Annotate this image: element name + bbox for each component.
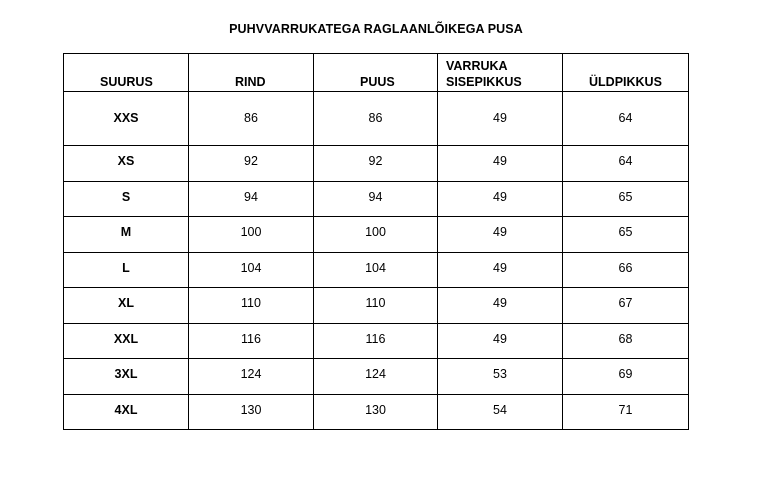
cell-chest: 94 (189, 181, 314, 217)
cell-total: 65 (563, 217, 689, 253)
cell-size: L (64, 252, 189, 288)
cell-sleeve: 53 (438, 359, 563, 395)
cell-waist: 124 (314, 359, 438, 395)
cell-sleeve: 49 (438, 146, 563, 182)
table-row (64, 288, 689, 324)
cell-chest: 130 (189, 394, 314, 430)
cell-sleeve: 49 (438, 288, 563, 324)
header-sleeve-line2: SISEPIKKUS (446, 75, 522, 89)
cell-size: XS (64, 146, 189, 182)
table-row (64, 181, 689, 217)
table-row (64, 217, 689, 253)
header-total-length: ÜLDPIKKUS (563, 54, 689, 92)
header-sleeve-line1: VARRUKA (446, 59, 508, 73)
cell-total: 71 (563, 394, 689, 430)
document-title: PUHVVARRUKATEGA RAGLAANLÕIKEGA PUSA (229, 22, 523, 36)
cell-chest: 110 (189, 288, 314, 324)
cell-sleeve: 49 (438, 181, 563, 217)
table-row (64, 92, 689, 146)
table-row (64, 323, 689, 359)
table-row (64, 146, 689, 182)
table-header-row (64, 54, 689, 92)
table-row (64, 252, 689, 288)
cell-chest: 86 (189, 92, 314, 146)
cell-total: 69 (563, 359, 689, 395)
header-size: SUURUS (64, 54, 189, 92)
header-chest: RIND (189, 54, 314, 92)
cell-chest: 92 (189, 146, 314, 182)
cell-waist: 110 (314, 288, 438, 324)
header-sleeve-length (438, 54, 563, 92)
cell-total: 65 (563, 181, 689, 217)
cell-waist: 92 (314, 146, 438, 182)
cell-waist: 130 (314, 394, 438, 430)
table-row (64, 359, 689, 395)
cell-total: 64 (563, 92, 689, 146)
cell-size: M (64, 217, 189, 253)
cell-waist: 94 (314, 181, 438, 217)
cell-size: 3XL (64, 359, 189, 395)
cell-chest: 116 (189, 323, 314, 359)
cell-waist: 116 (314, 323, 438, 359)
size-table (63, 53, 689, 430)
cell-waist: 86 (314, 92, 438, 146)
cell-sleeve: 54 (438, 394, 563, 430)
cell-chest: 124 (189, 359, 314, 395)
cell-sleeve: 49 (438, 92, 563, 146)
cell-waist: 100 (314, 217, 438, 253)
cell-chest: 104 (189, 252, 314, 288)
cell-chest: 100 (189, 217, 314, 253)
cell-size: 4XL (64, 394, 189, 430)
cell-total: 68 (563, 323, 689, 359)
cell-size: XXL (64, 323, 189, 359)
cell-size: XXS (64, 92, 189, 146)
cell-total: 67 (563, 288, 689, 324)
cell-sleeve: 49 (438, 252, 563, 288)
table-row (64, 394, 689, 430)
cell-sleeve: 49 (438, 323, 563, 359)
cell-size: XL (64, 288, 189, 324)
header-waist: PUUS (314, 54, 438, 92)
cell-total: 64 (563, 146, 689, 182)
cell-size: S (64, 181, 189, 217)
cell-sleeve: 49 (438, 217, 563, 253)
cell-waist: 104 (314, 252, 438, 288)
cell-total: 66 (563, 252, 689, 288)
